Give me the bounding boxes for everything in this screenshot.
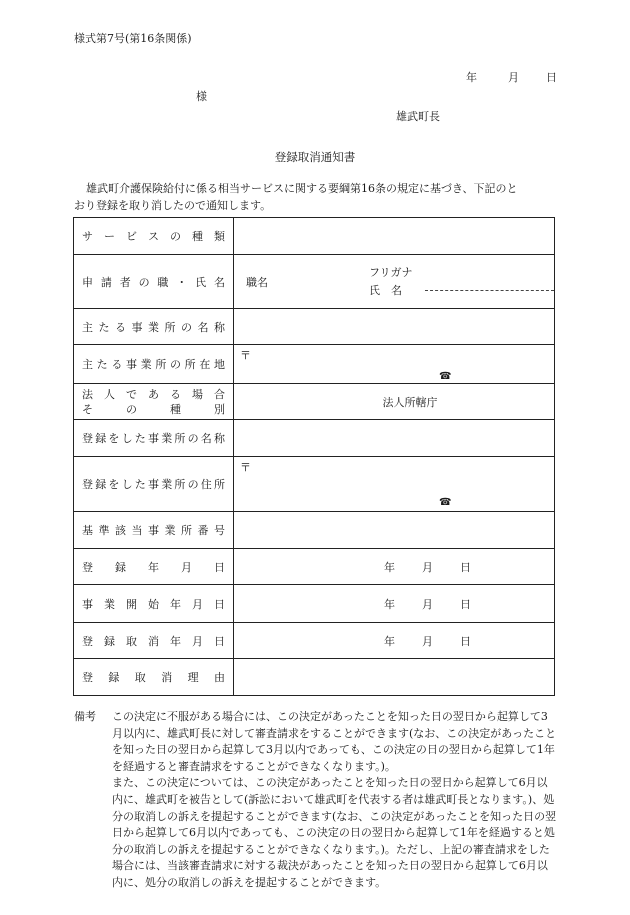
remarks-label: 備考 [74, 710, 96, 723]
value-registered-office-name [234, 420, 555, 457]
row-service-type [74, 218, 555, 255]
label-corp-type-2: その種別 [82, 402, 225, 416]
label-corp-type-1: 法人である場合 [82, 387, 225, 401]
label-registered-office-name: 登録をした事業所の名称 [82, 432, 225, 445]
reg-year: 年 [384, 560, 395, 574]
label-start-date: 事業開始年月日 [82, 597, 225, 611]
telephone-icon: ☎ [439, 497, 452, 508]
label-office-number: 基準該当事業所番号 [82, 524, 225, 537]
label-registration-date: 登録年月日 [82, 560, 225, 574]
row-applicant [74, 255, 555, 309]
remarks-para-2: また、この決定については、この決定があったことを知った日の翌日から起算して6月以内に、雄武町を被告として(訴訟において雄武町を代表する者は雄武町長となります。)、処分の取消しの訴えを提起することができます(なお、この決定があったことを知った日の翌日から起算して6月以内であっても、この決定の日の翌日から起算して1年を経過すると処分の取消しの訴えを提起することができなくなります。)。ただし、上記の審査請求をした場合には、当該審査請求に対する裁決があったことを知った日の翌日から起算して6月以内に、処分の取消しの訴えを提起することができます。 [112, 776, 557, 889]
row-main-office-address [74, 345, 555, 384]
row-registration-date [74, 549, 555, 585]
value-cancel-reason [234, 659, 555, 696]
label-registered-office-address: 登録をした事業所の住所 [82, 478, 225, 491]
postal-mark-icon: 〒 [240, 461, 251, 474]
reg-month: 月 [422, 560, 433, 574]
postal-mark-icon: 〒 [240, 349, 251, 362]
row-start-date [74, 585, 555, 623]
label-main-office-address: 主たる事業所の所在地 [82, 358, 225, 371]
remarks-para-1: この決定に不服がある場合には、この決定があったことを知った日の翌日から起算して3月以内に、雄武町長に対して審査請求をすることができます(なお、この決定があったことを知った日の翌日から起算して3月以内であっても、この決定の日の翌日から起算して1年を経過すると審査請求をすることができなくなります。)。 [112, 710, 557, 773]
issuer: 雄武町長 [396, 110, 440, 123]
label-furigana: フリガナ [369, 265, 413, 279]
value-corp-type [234, 394, 374, 410]
label-name: 氏 名 [369, 283, 402, 297]
label-main-office-name: 主たる事業所の名称 [82, 320, 225, 334]
value-job-title [286, 264, 365, 300]
label-service-type: サービスの種類 [82, 230, 225, 243]
label-corp-authority: 法人所轄庁 [382, 395, 438, 409]
row-office-number [74, 512, 555, 549]
date-line [466, 69, 557, 85]
telephone-icon: ☎ [439, 371, 452, 382]
form-id: 様式第7号(第16条関係) [74, 32, 192, 45]
reg-day: 日 [460, 560, 471, 574]
row-registered-office-address [74, 457, 555, 512]
value-main-office-name [234, 309, 555, 345]
label-applicant: 申請者の職・氏名 [82, 275, 225, 289]
applicant-inner [234, 264, 554, 300]
value-furigana [425, 273, 554, 291]
start-month: 月 [422, 597, 433, 611]
row-registered-office-name [74, 420, 555, 457]
cancel-year: 年 [384, 634, 395, 648]
row-cancel-reason [74, 659, 555, 696]
row-main-office-name [74, 309, 555, 345]
cancel-month: 月 [422, 634, 433, 648]
label-cancel-reason: 登録取消理由 [82, 671, 225, 684]
remarks [74, 709, 558, 892]
document-title: 登録取消通知書 [274, 150, 356, 164]
start-year: 年 [384, 597, 395, 611]
label-cancel-date: 登録取消年月日 [82, 634, 225, 648]
addressee-suffix: 様 [196, 90, 207, 103]
intro-line-2: おり登録を取り消したので通知します。 [74, 199, 272, 212]
value-corp-authority [446, 394, 554, 410]
date-year: 年 [466, 71, 477, 84]
row-cancel-date [74, 623, 555, 659]
value-service-type [234, 218, 555, 255]
intro-line-1: 雄武町介護保険給付に係る相当サービスに関する要綱第16条の規定に基づき、下記のと [86, 182, 518, 195]
date-day: 日 [546, 71, 557, 84]
date-month: 月 [508, 71, 519, 84]
notice-form-table [73, 217, 555, 696]
cancel-day: 日 [460, 634, 471, 648]
corp-inner [234, 394, 554, 410]
start-day: 日 [460, 597, 471, 611]
intro-text [74, 180, 558, 214]
label-job-title: 職名 [246, 275, 268, 289]
row-corp-type [74, 384, 555, 420]
